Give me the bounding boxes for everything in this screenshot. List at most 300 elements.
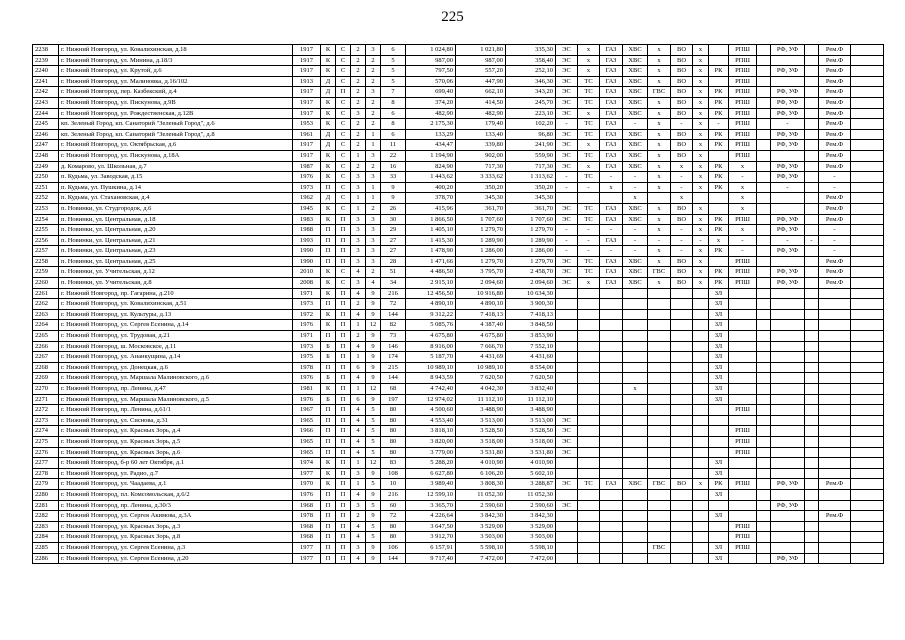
- table-cell: 1945: [293, 203, 321, 214]
- table-cell: 3: [351, 468, 366, 479]
- table-cell: -: [819, 172, 851, 183]
- table-cell: г. Нижний Новгород, ул. Чаадаева, д.1: [59, 479, 293, 490]
- table-cell: [556, 521, 578, 532]
- table-cell: 662,10: [456, 87, 506, 98]
- table-cell: х: [600, 182, 623, 193]
- table-cell: 4 431,60: [506, 352, 556, 363]
- table-cell: 5: [366, 415, 381, 426]
- table-cell: 1990: [293, 246, 321, 257]
- table-cell: [757, 203, 771, 214]
- table-cell: 4 890,10: [456, 299, 506, 310]
- table-cell: 2244: [33, 108, 59, 119]
- table-cell: 4 486,50: [406, 267, 456, 278]
- table-cell: РК: [709, 479, 729, 490]
- table-cell: [851, 76, 884, 87]
- table-cell: х: [729, 225, 757, 236]
- table-cell: [578, 415, 600, 426]
- table-cell: х: [623, 193, 648, 204]
- table-cell: 3 528,50: [456, 426, 506, 437]
- table-cell: 3: [366, 150, 381, 161]
- table-cell: [623, 553, 648, 564]
- table-cell: [819, 458, 851, 469]
- table-cell: Рем.Ф: [819, 45, 851, 56]
- table-cell: [757, 150, 771, 161]
- table-cell: ГАЗ: [600, 214, 623, 225]
- table-row: [33, 172, 884, 183]
- table-cell: С: [336, 97, 351, 108]
- table-row: [33, 225, 884, 236]
- table-cell: [693, 500, 709, 511]
- table-cell: 2246: [33, 129, 59, 140]
- table-cell: [851, 521, 884, 532]
- table-cell: РФ, УФ: [771, 87, 805, 98]
- table-cell: -: [600, 172, 623, 183]
- table-cell: [729, 458, 757, 469]
- table-cell: х: [693, 108, 709, 119]
- table-cell: ЭС: [556, 415, 578, 426]
- table-cell: [851, 542, 884, 553]
- table-cell: 9: [366, 352, 381, 363]
- table-cell: [556, 511, 578, 522]
- table-cell: 179,40: [456, 119, 506, 130]
- table-cell: -: [671, 119, 693, 130]
- table-cell: П: [336, 447, 351, 458]
- table-cell: [623, 415, 648, 426]
- table-cell: [771, 405, 805, 416]
- table-cell: [819, 394, 851, 405]
- table-cell: х: [648, 172, 671, 183]
- table-cell: Д: [321, 193, 336, 204]
- table-cell: П: [321, 532, 336, 543]
- table-cell: г. Нижний Новгород, пр. Ленина, д.61/1: [59, 405, 293, 416]
- table-cell: [623, 532, 648, 543]
- table-cell: ХВС: [623, 108, 648, 119]
- table-cell: [693, 373, 709, 384]
- table-cell: [600, 373, 623, 384]
- table-cell: -: [623, 235, 648, 246]
- table-cell: [771, 256, 805, 267]
- table-cell: 3 488,90: [506, 405, 556, 416]
- table-cell: [757, 225, 771, 236]
- table-cell: 9: [366, 288, 381, 299]
- table-cell: -: [556, 246, 578, 257]
- table-cell: ХВС: [623, 278, 648, 289]
- table-cell: Б: [321, 352, 336, 363]
- table-cell: РПШ: [729, 214, 757, 225]
- table-cell: 7 620,50: [456, 373, 506, 384]
- table-cell: ЗЛ: [709, 299, 729, 310]
- table-cell: П: [336, 436, 351, 447]
- table-cell: х: [648, 150, 671, 161]
- table-cell: Б: [321, 341, 336, 352]
- table-cell: 434,47: [406, 140, 456, 151]
- table-cell: г. Нижний Новгород, ул. Октябрьская, д.6: [59, 140, 293, 151]
- table-cell: г. Нижний Новгород, ул. Красных Зорь, д.6: [59, 447, 293, 458]
- table-cell: [671, 352, 693, 363]
- table-cell: [600, 489, 623, 500]
- table-row: [33, 235, 884, 246]
- table-cell: ГВС: [648, 542, 671, 553]
- table-cell: 1 279,70: [456, 225, 506, 236]
- table-cell: х: [648, 256, 671, 267]
- table-cell: г. Нижний Новгород, ул. Сергея Есенина, д.3: [59, 542, 293, 553]
- table-cell: [757, 66, 771, 77]
- table-cell: ГАЗ: [600, 235, 623, 246]
- table-cell: [578, 426, 600, 437]
- table-cell: Б: [321, 394, 336, 405]
- table-cell: [819, 341, 851, 352]
- table-cell: [805, 436, 819, 447]
- table-cell: [851, 214, 884, 225]
- table-cell: 1: [351, 320, 366, 331]
- table-cell: [623, 489, 648, 500]
- table-cell: -: [600, 246, 623, 257]
- table-cell: 3 853,90: [506, 331, 556, 342]
- table-cell: 6 106,20: [456, 468, 506, 479]
- table-cell: -: [556, 182, 578, 193]
- table-cell: [648, 373, 671, 384]
- table-cell: 2275: [33, 436, 59, 447]
- table-cell: П: [336, 521, 351, 532]
- table-cell: [578, 521, 600, 532]
- table-cell: П: [321, 521, 336, 532]
- table-cell: 4: [351, 267, 366, 278]
- table-cell: х: [671, 161, 693, 172]
- table-cell: П: [321, 500, 336, 511]
- table-cell: П: [321, 426, 336, 437]
- table-cell: [757, 193, 771, 204]
- table-cell: -: [671, 172, 693, 183]
- table-cell: [805, 489, 819, 500]
- table-cell: 2: [351, 511, 366, 522]
- table-cell: ГАЗ: [600, 479, 623, 490]
- table-cell: ЭС: [556, 55, 578, 66]
- table-cell: 350,20: [506, 182, 556, 193]
- table-cell: РПШ: [729, 119, 757, 130]
- table-cell: [729, 288, 757, 299]
- table-cell: [805, 426, 819, 437]
- table-cell: К: [321, 267, 336, 278]
- table-cell: 245,70: [506, 97, 556, 108]
- table-cell: РФ, УФ: [771, 225, 805, 236]
- table-cell: С: [336, 150, 351, 161]
- table-cell: [648, 341, 671, 352]
- table-cell: [771, 309, 805, 320]
- table-cell: [709, 405, 729, 416]
- table-cell: [623, 299, 648, 310]
- table-cell: -: [623, 119, 648, 130]
- table-cell: [851, 458, 884, 469]
- table-cell: г. Нижний Новгород, ул. Маршала Малиновского, д.5: [59, 394, 293, 405]
- table-cell: 1977: [293, 468, 321, 479]
- table-cell: 3 288,87: [506, 479, 556, 490]
- table-cell: [578, 288, 600, 299]
- table-cell: П: [336, 256, 351, 267]
- table-cell: 2: [366, 55, 381, 66]
- table-cell: [556, 532, 578, 543]
- table-row: [33, 267, 884, 278]
- table-cell: [693, 426, 709, 437]
- table-cell: [851, 426, 884, 437]
- table-cell: [757, 415, 771, 426]
- table-cell: 1968: [293, 500, 321, 511]
- table-cell: 3 529,00: [506, 521, 556, 532]
- table-cell: 2279: [33, 479, 59, 490]
- table-cell: ЗЛ: [709, 384, 729, 395]
- table-cell: 9: [366, 489, 381, 500]
- table-cell: ГАЗ: [600, 87, 623, 98]
- table-cell: 2: [351, 119, 366, 130]
- table-cell: РПШ: [729, 76, 757, 87]
- table-cell: ХВС: [623, 161, 648, 172]
- table-cell: х: [648, 108, 671, 119]
- table-cell: [578, 436, 600, 447]
- table-cell: [757, 129, 771, 140]
- table-cell: П: [321, 542, 336, 553]
- table-cell: П: [336, 246, 351, 257]
- table-cell: 3: [351, 256, 366, 267]
- table-cell: -: [771, 235, 805, 246]
- table-cell: -: [623, 182, 648, 193]
- table-cell: [693, 532, 709, 543]
- table-cell: 6 627,80: [406, 468, 456, 479]
- table-cell: [805, 161, 819, 172]
- table-cell: 3 513,00: [506, 415, 556, 426]
- table-cell: [819, 331, 851, 342]
- table-cell: -: [578, 182, 600, 193]
- table-cell: РПШ: [729, 479, 757, 490]
- table-cell: [578, 447, 600, 458]
- table-cell: 1978: [293, 362, 321, 373]
- table-cell: С: [336, 203, 351, 214]
- table-cell: ЗЛ: [709, 458, 729, 469]
- table-cell: 2255: [33, 225, 59, 236]
- table-cell: С: [336, 129, 351, 140]
- table-cell: 559,90: [506, 150, 556, 161]
- table-cell: [729, 309, 757, 320]
- table-cell: РПШ: [729, 278, 757, 289]
- table-cell: [729, 373, 757, 384]
- table-cell: 902,00: [456, 150, 506, 161]
- table-cell: 5: [366, 426, 381, 437]
- table-cell: 4: [351, 309, 366, 320]
- table-cell: [851, 235, 884, 246]
- table-cell: г. Нижний Новгород, ш. Московское, д.11: [59, 341, 293, 352]
- table-cell: ХВС: [623, 479, 648, 490]
- table-cell: РК: [709, 278, 729, 289]
- table-cell: Д: [321, 140, 336, 151]
- table-cell: ЭС: [556, 479, 578, 490]
- table-cell: К: [321, 278, 336, 289]
- table-cell: 2243: [33, 97, 59, 108]
- table-cell: [693, 489, 709, 500]
- table-cell: 2: [351, 45, 366, 56]
- table-cell: х: [693, 182, 709, 193]
- table-cell: -: [556, 119, 578, 130]
- table-cell: [623, 458, 648, 469]
- table-cell: [757, 521, 771, 532]
- table-row: [33, 415, 884, 426]
- table-row: [33, 182, 884, 193]
- table-cell: 8 943,59: [406, 373, 456, 384]
- table-cell: [805, 373, 819, 384]
- table-cell: П: [336, 288, 351, 299]
- table-cell: [851, 309, 884, 320]
- table-cell: [648, 426, 671, 437]
- table-cell: [648, 394, 671, 405]
- table-cell: С: [336, 119, 351, 130]
- table-cell: РПШ: [729, 447, 757, 458]
- table-cell: х: [671, 193, 693, 204]
- table-cell: [671, 309, 693, 320]
- table-cell: [805, 447, 819, 458]
- table-cell: п. Новинки, ул. Центральная, д.20: [59, 225, 293, 236]
- table-cell: -: [578, 246, 600, 257]
- table-cell: [805, 97, 819, 108]
- table-cell: П: [336, 384, 351, 395]
- table-cell: 9: [366, 331, 381, 342]
- table-cell: г. Нижний Новгород, ул. Сергея Есенина, д.20: [59, 553, 293, 564]
- table-cell: 27: [381, 246, 406, 257]
- table-cell: [709, 415, 729, 426]
- table-cell: ТС: [578, 256, 600, 267]
- table-row: [33, 150, 884, 161]
- table-cell: [578, 384, 600, 395]
- table-cell: 6: [351, 394, 366, 405]
- table-cell: 7 552,10: [506, 341, 556, 352]
- table-cell: [693, 331, 709, 342]
- table-cell: г. Нижний Новгород, ул. Сергея Есенина, д.14: [59, 320, 293, 331]
- table-cell: 16: [381, 161, 406, 172]
- table-cell: [709, 256, 729, 267]
- table-cell: ГАЗ: [600, 150, 623, 161]
- table-cell: [771, 436, 805, 447]
- table-cell: -: [623, 225, 648, 236]
- table-cell: ТС: [578, 97, 600, 108]
- table-cell: г. Нижний Новгород, пр. Гагарина, д.210: [59, 288, 293, 299]
- table-cell: ВО: [671, 214, 693, 225]
- table-cell: [671, 500, 693, 511]
- table-cell: Рем.Ф: [819, 140, 851, 151]
- table-cell: [578, 553, 600, 564]
- table-cell: 2248: [33, 150, 59, 161]
- table-cell: 4 042,30: [456, 384, 506, 395]
- table-cell: 400,20: [406, 182, 456, 193]
- table-cell: [671, 320, 693, 331]
- table-cell: [578, 458, 600, 469]
- table-cell: [757, 532, 771, 543]
- table-cell: 2264: [33, 320, 59, 331]
- table-cell: 144: [381, 553, 406, 564]
- table-cell: [805, 45, 819, 56]
- table-cell: 5: [381, 66, 406, 77]
- table-cell: 2238: [33, 45, 59, 56]
- table-cell: п. Новинки, ул. Центральная, д.25: [59, 256, 293, 267]
- table-cell: ГВС: [648, 267, 671, 278]
- table-cell: [757, 76, 771, 87]
- table-cell: 2: [366, 76, 381, 87]
- table-cell: [578, 489, 600, 500]
- table-cell: 4: [351, 553, 366, 564]
- table-cell: г. Нижний Новгород, ул. Ковалихинская, д.18: [59, 45, 293, 56]
- table-cell: [851, 193, 884, 204]
- table-cell: [671, 511, 693, 522]
- table-cell: -: [693, 235, 709, 246]
- table-cell: К: [321, 45, 336, 56]
- table-cell: РК: [709, 225, 729, 236]
- table-cell: [805, 479, 819, 490]
- table-cell: РФ, УФ: [771, 500, 805, 511]
- table-cell: 2: [366, 203, 381, 214]
- table-cell: -: [671, 182, 693, 193]
- table-cell: ТС: [578, 172, 600, 183]
- table-cell: [578, 341, 600, 352]
- table-row: [33, 256, 884, 267]
- table-cell: [757, 55, 771, 66]
- table-cell: [851, 468, 884, 479]
- table-cell: 3 503,00: [456, 532, 506, 543]
- table-cell: 447,90: [456, 76, 506, 87]
- table-cell: 28: [381, 256, 406, 267]
- table-cell: 33: [381, 172, 406, 183]
- table-cell: [600, 521, 623, 532]
- table-cell: [757, 447, 771, 458]
- table-cell: [556, 458, 578, 469]
- table-cell: х: [693, 129, 709, 140]
- table-cell: [556, 299, 578, 310]
- table-cell: [771, 426, 805, 437]
- table-cell: [805, 256, 819, 267]
- table-cell: ТС: [578, 87, 600, 98]
- table-cell: 2256: [33, 235, 59, 246]
- table-cell: [819, 384, 851, 395]
- table-cell: 2: [351, 140, 366, 151]
- table-cell: 345,30: [456, 193, 506, 204]
- table-cell: ГАЗ: [600, 203, 623, 214]
- table-cell: 1917: [293, 55, 321, 66]
- table-cell: [623, 426, 648, 437]
- table-row: [33, 394, 884, 405]
- table-cell: [648, 458, 671, 469]
- table-cell: х: [648, 214, 671, 225]
- table-cell: [648, 320, 671, 331]
- table-cell: [805, 458, 819, 469]
- table-cell: [671, 288, 693, 299]
- table-cell: Рем.Ф: [819, 278, 851, 289]
- table-cell: 72: [381, 511, 406, 522]
- table-cell: П: [321, 182, 336, 193]
- table-cell: [600, 447, 623, 458]
- table-cell: [805, 521, 819, 532]
- table-cell: 2: [351, 87, 366, 98]
- table-cell: [771, 394, 805, 405]
- table-cell: [819, 532, 851, 543]
- table-cell: РФ, УФ: [771, 66, 805, 77]
- table-cell: 1974: [293, 458, 321, 469]
- table-cell: х: [729, 203, 757, 214]
- table-cell: [805, 384, 819, 395]
- table-cell: С: [336, 172, 351, 183]
- table-row: [33, 511, 884, 522]
- table-cell: [671, 384, 693, 395]
- table-cell: 3: [366, 225, 381, 236]
- table-cell: П: [336, 458, 351, 469]
- table-cell: 4: [351, 436, 366, 447]
- table-cell: ХВС: [623, 203, 648, 214]
- table-cell: [851, 405, 884, 416]
- table-cell: ТС: [578, 129, 600, 140]
- table-cell: [623, 352, 648, 363]
